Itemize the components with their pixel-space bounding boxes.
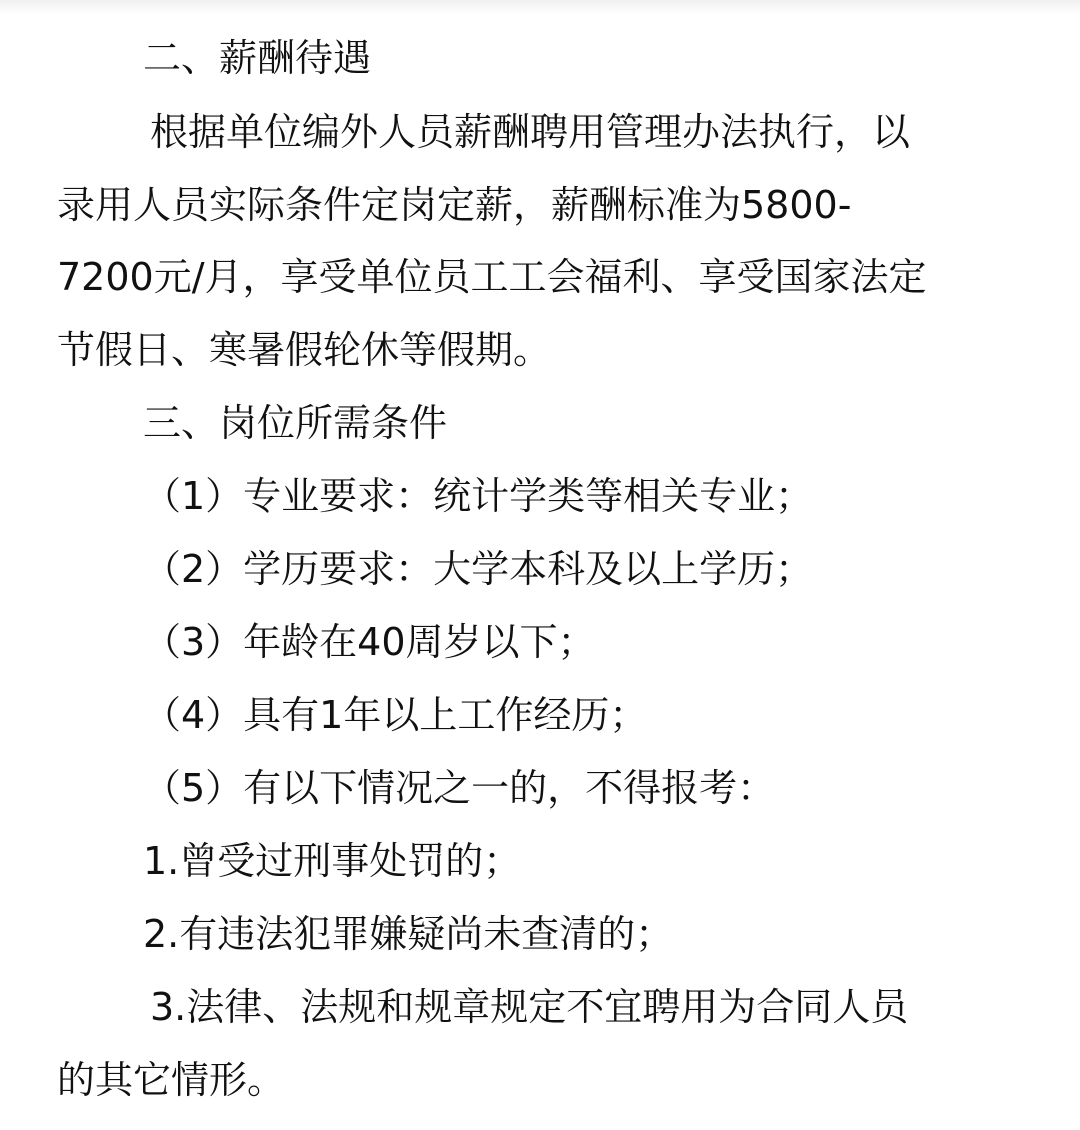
section3-heading: 三、岗位所需条件 bbox=[143, 401, 448, 445]
section2-para-line-1: 根据单位编外人员薪酬聘用管理办法执行，以 bbox=[150, 110, 911, 154]
requirement-item: （5）有以下情况之一的，不得报考： bbox=[143, 766, 776, 810]
section2-heading: 二、薪酬待遇 bbox=[143, 36, 372, 80]
top-edge-shadow bbox=[0, 0, 1080, 14]
exclusion-item: 1.曾受过刑事处罚的； bbox=[143, 839, 522, 883]
requirement-item: （1）专业要求：统计学类等相关专业； bbox=[143, 474, 814, 518]
section2-para-line-2: 录用人员实际条件定岗定薪，薪酬标准为5800- bbox=[57, 183, 852, 227]
section2-para-line-3: 7200元/月，享受单位员工工会福利、享受国家法定 bbox=[57, 255, 927, 299]
exclusion-item: 2.有违法犯罪嫌疑尚未查清的； bbox=[143, 912, 674, 956]
exclusion-item: 3.法律、法规和规章规定不宜聘用为合同人员 bbox=[150, 985, 909, 1029]
requirement-item: （3）年龄在40周岁以下； bbox=[143, 620, 596, 664]
requirement-item: （4）具有1年以上工作经历； bbox=[143, 693, 648, 737]
section2-para-line-4: 节假日、寒暑假轮休等假期。 bbox=[57, 328, 552, 372]
requirement-item: （2）学历要求：大学本科及以上学历； bbox=[143, 547, 814, 591]
exclusion-item-continued: 的其它情形。 bbox=[57, 1058, 286, 1102]
